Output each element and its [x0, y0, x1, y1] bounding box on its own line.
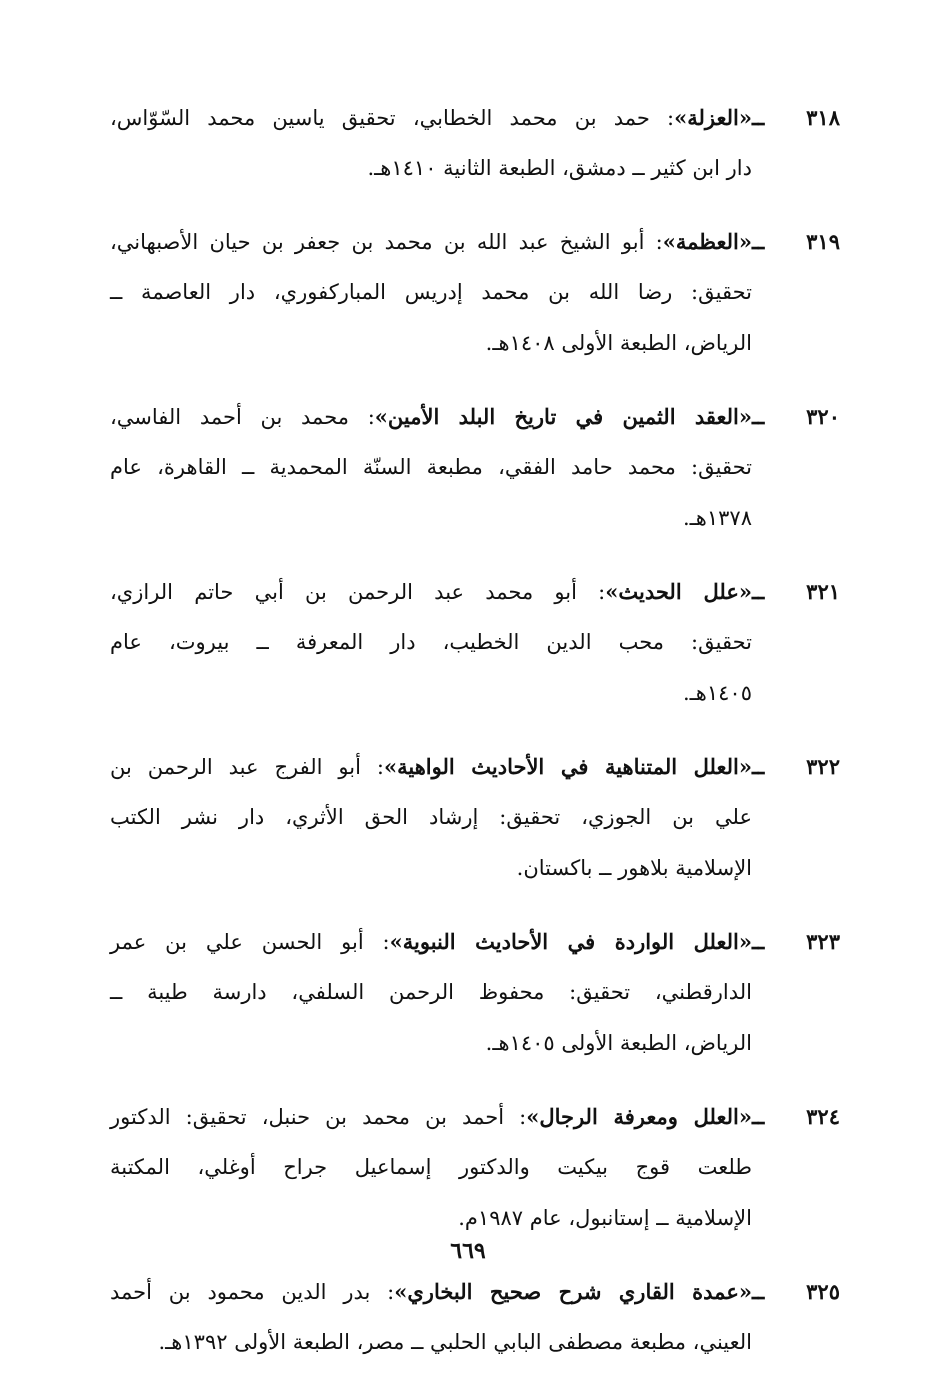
- entry-line: الدارقطني، تحقيق: محفوظ الرحمن السلفي، دارسة طيبة ــ: [110, 980, 752, 1004]
- entry-title: «العلل ومعرفة الرجال»: [526, 1104, 752, 1129]
- entry-line: الرياض، الطبعة الأولى ١٤٠٨هـ.: [485, 331, 752, 355]
- bibliography-entry: [110, 391, 840, 544]
- entry-line: الرياض، الطبعة الأولى ١٤٠٥هـ.: [485, 1031, 752, 1055]
- entry-text: : أحمد بن محمد بن حنبل، تحقيق: الدكتور: [110, 1105, 527, 1129]
- entry-text: : أبو الشيخ عبد الله بن محمد بن جعفر بن حيان الأصبهاني،: [110, 230, 663, 254]
- entry-number: ٣٢٤ ــ: [752, 1104, 840, 1129]
- entry-text: : أبو الفرج عبد الرحمن بن: [110, 755, 384, 779]
- entry-title: «العظمة»: [662, 229, 752, 254]
- entry-number: ٣١٨ ــ: [752, 105, 840, 130]
- entry-line: [110, 1091, 840, 1142]
- entry-line: العيني، مطبعة مصطفى البابي الحلبي ــ مصر، الطبعة الأولى ١٣٩٢هـ.: [158, 1330, 752, 1354]
- entry-title: «العزلة»: [674, 105, 752, 130]
- entry-text: : أبو محمد عبد الرحمن بن أبي حاتم الرازي،: [110, 580, 606, 604]
- entry-line: الإسلامية بلاهور ــ باكستان.: [516, 856, 752, 880]
- entry-line: [110, 741, 840, 792]
- entry-line: ١٤٠٥هـ.: [682, 681, 752, 705]
- bibliography-entry: [110, 916, 840, 1069]
- entry-line: تحقيق: محمد حامد الفقي، مطبعة السنّة المحمدية ــ القاهرة، عام: [110, 455, 752, 479]
- entry-number: ٣٢٢ ــ: [752, 754, 840, 779]
- entry-line: [110, 1266, 840, 1317]
- entry-text: : محمد بن أحمد الفاسي،: [110, 405, 375, 429]
- bibliography-list: [110, 92, 840, 1390]
- entry-line: [110, 391, 840, 442]
- entry-title: «العلل الواردة في الأحاديث النبوية»: [389, 929, 752, 954]
- entry-number: ٣٢٣ ــ: [752, 929, 840, 954]
- entry-text: : حمد بن محمد الخطابي، تحقيق ياسين محمد السّوّاس،: [110, 106, 675, 130]
- entry-line: ١٣٧٨هـ.: [682, 506, 752, 530]
- bibliography-entry: [110, 1266, 840, 1368]
- entry-text: : أبو الحسن علي بن عمر: [110, 930, 390, 954]
- entry-text: : بدر الدين محمود بن أحمد: [110, 1280, 395, 1304]
- bibliography-entry: [110, 566, 840, 719]
- bibliography-entry: [110, 92, 840, 194]
- entry-line: تحقيق: رضا الله بن محمد إدريس المباركفوري، دار العاصمة ــ: [110, 280, 752, 304]
- entry-line: علي بن الجوزي، تحقيق: إرشاد الحق الأثري، دار نشر الكتب: [110, 805, 752, 829]
- entry-line: الإسلامية ــ إستانبول، عام ١٩٨٧م.: [458, 1206, 752, 1230]
- entry-title: «العقد الثمين في تاريخ البلد الأمين»: [374, 404, 752, 429]
- entry-line: طلعت قوج بيكيت والدكتور إسماعيل جراح أوغلي، المكتبة: [110, 1155, 752, 1179]
- entry-line: [110, 916, 840, 967]
- entry-line: دار ابن كثير ــ دمشق، الطبعة الثانية ١٤١٠هـ.: [367, 156, 752, 180]
- entry-number: ٣٢٥ ــ: [751, 1279, 840, 1304]
- entry-line: [110, 92, 840, 143]
- entry-line: تحقيق: محب الدين الخطيب، دار المعرفة ــ بيروت، عام: [110, 630, 752, 654]
- entry-title: «العلل المتناهية في الأحاديث الواهية»: [383, 754, 752, 779]
- page-number: ٦٦٩: [450, 1238, 486, 1264]
- bibliography-entry: [110, 741, 840, 894]
- entry-number: ٣١٩ ــ: [752, 229, 840, 254]
- entry-title: «علل الحديث»: [605, 579, 753, 604]
- entry-number: ٣٢٠ ــ: [752, 404, 840, 429]
- entry-line: [110, 566, 840, 617]
- bibliography-entry: [110, 216, 840, 369]
- entry-number: ٣٢١ ــ: [752, 579, 841, 604]
- entry-line: [110, 216, 840, 267]
- entry-title: «عمدة القاري شرح صحيح البخاري»: [394, 1279, 752, 1304]
- bibliography-entry: [110, 1091, 840, 1244]
